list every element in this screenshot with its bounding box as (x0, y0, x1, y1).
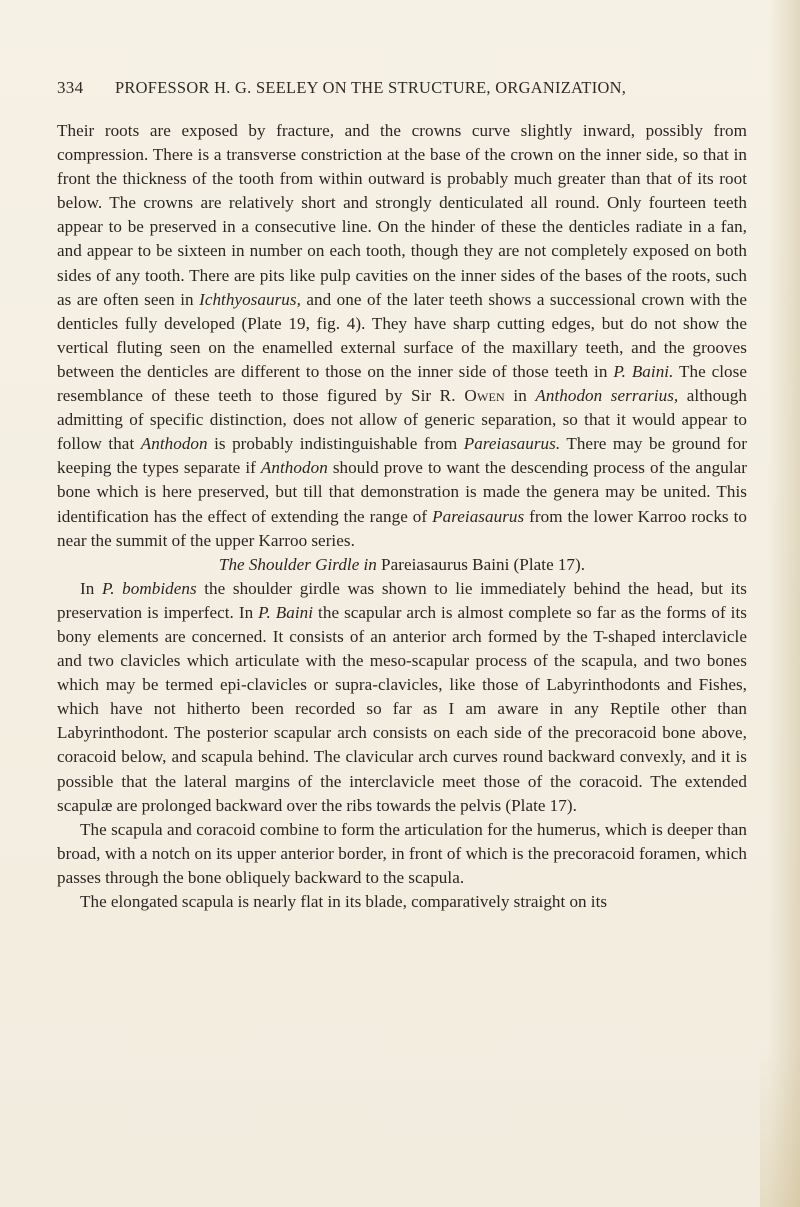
taxon-name: Anthodon (140, 434, 208, 454)
author-name: R. Owen (439, 386, 505, 406)
running-header (57, 78, 747, 98)
paragraph-elongated-scapula: The elongated scapula is nearly flat in its blade, comparatively straight on its (80, 892, 608, 911)
paper-stain (760, 1047, 800, 1207)
taxon-name: Pareiasaurus. (463, 434, 561, 454)
text-run: should prove to want the descending process of the angular bone which is here preserved, but till that demonstration is made the genera may be united. This identification has the effect of extending the range of (57, 458, 748, 526)
text-run: The close resemblance of these teeth to those figured by Sir (57, 361, 747, 406)
text-run: There may be ground for keeping the types separate if (57, 434, 747, 478)
paragraph-shoulder-girdle (57, 577, 747, 818)
taxon-name: P. Baini. (613, 361, 674, 381)
text-run: the shoulder girdle was shown to lie immediately behind the head, but its preservation is imperfect. In (57, 578, 747, 622)
heading-italic: The Shoulder Girdle in (218, 554, 377, 574)
text-run: and one of the later teeth shows a successional crown with the denticles fully developed (Plate 19, fig. 4). They have sharp cutting edges, but do not show the vertical fluting seen on the enamelled external surface of the maxillary teeth, and the grooves between the denticles are different to those on the inner side of those teeth in (57, 289, 747, 381)
paragraph-scapula-coracoid: The scapula and coracoid combine to form the articulation for the humerus, which is deeper than broad, with a notch on its upper anterior border, in front of which is the precoracoid foramen, which passes through the bone obliquely backward to the scapula. (57, 819, 747, 887)
taxon-name: Anthodon (260, 458, 328, 478)
paragraph-teeth (57, 119, 747, 553)
text-run: In (80, 578, 102, 598)
taxon-name: P. Baini (258, 602, 314, 622)
section-heading (57, 553, 747, 577)
taxon-name: Pareiasaurus (432, 506, 525, 526)
page-number: 334 (57, 78, 84, 97)
text-run: in (504, 386, 536, 406)
text-run: the scapular arch is almost complete so far as the forms of its bony elements are concerned. It consists of an anterior arch formed by the T-shaped interclavicle and two clavicles which articulate with the meso-scapular process of the scapula, and two bones which may be termed epi-clavicles or supra-clavicles, like those of Labyrinthodonts and Fishes, which have not hitherto been recorded so far as I am aware in any Reptile other than Labyrinthodont. The posterior scapular arch consists on each side of the precoracoid bone above, coracoid below, and scapula behind. The clavicular arch curves round backward convexly, and it is possible that the lateral margins of the interclavicle meet those of the coracoid. The extended scapulæ are prolonged backward over the ribs towards the pelvis (Plate 17). (57, 602, 747, 815)
running-title: PROFESSOR H. G. SEELEY ON THE STRUCTURE, ORGANIZATION, (115, 78, 627, 97)
text-run: is probably indistinguishable from (207, 434, 464, 454)
taxon-name: Ichthyosaurus, (199, 289, 301, 309)
heading-plain: Pareiasaurus Baini (Plate 17). (376, 554, 586, 574)
text-run: Their roots are exposed by fracture, and the crowns curve slightly inward, possibly from compression. There is a transverse constriction at the base of the crown on the inner side, so that in front the thickness of the tooth from within outward is probably much greater than that of its root below. The crowns are relatively short and strongly denticulated all round. Only fourteen teeth appear to be preserved in a consecutive line. On the hinder of these the denticles radiate in a fan, and appear to be sixteen in number on each tooth, though they are not completely exposed on both sides of any tooth. There are pits like pulp cavities on the inner sides of the bases of the roots, such as are often seen in (57, 121, 747, 309)
taxon-name: Anthodon serrarius, (535, 386, 679, 406)
text-run: from the lower Karroo rocks to near the summit of the upper Karroo series. (57, 506, 747, 550)
text-run: although admitting of specific distinction, does not allow of generic separation, so that it would appear to follow that (57, 386, 748, 454)
taxon-name: P. bombidens (101, 578, 197, 598)
body-text (57, 119, 747, 914)
